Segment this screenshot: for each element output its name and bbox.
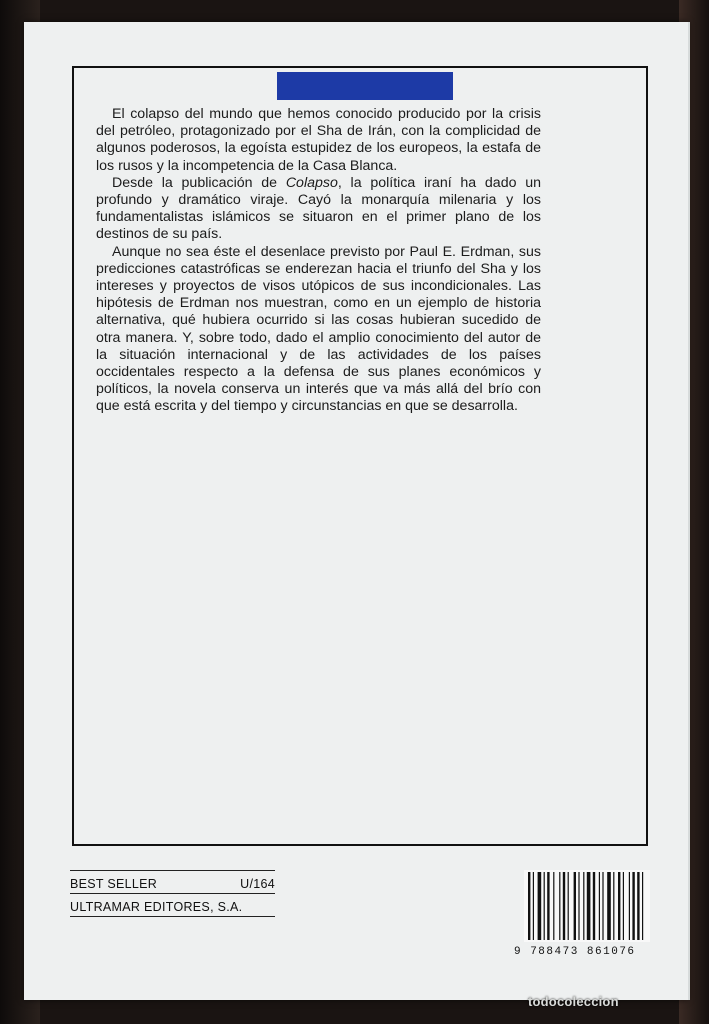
barcode-bar	[618, 872, 620, 940]
barcode-bar	[599, 872, 600, 940]
barcode-bar	[563, 872, 565, 940]
barcode-bar	[637, 872, 639, 940]
barcode-bar	[587, 872, 591, 940]
barcode-bar	[593, 872, 595, 940]
barcode-bar	[559, 872, 560, 940]
publisher-name: ULTRAMAR EDITORES, S.A.	[70, 900, 243, 914]
publisher-row	[70, 894, 275, 917]
series-number: U/164	[240, 877, 275, 891]
barcode	[524, 870, 650, 942]
barcode-bar	[583, 872, 584, 940]
synopsis-paragraph-1: El colapso del mundo que hemos conocido producido por la crisis del petróleo, protagonizado por el Sha de Irán, con la complicidad de algunos poderosos, la egoísta estupidez de los europeos, la estafa de los rusos y la incompetencia de la Casa Blanca.	[96, 106, 541, 174]
barcode-bar	[578, 872, 579, 940]
barcode-bar	[623, 872, 624, 940]
barcode-graphic	[524, 870, 650, 942]
synopsis-p2-end: , la política iraní ha dado un profundo y dramático viraje. Cayó la monarquía milenaria y los fundamentalistas islámicos se situaron en el primer plano de los destinos de su país.	[96, 174, 542, 243]
blue-accent-bar	[277, 72, 453, 100]
barcode-bar	[568, 872, 569, 940]
book-title-italic: Colapso	[285, 174, 338, 191]
barcode-bar	[642, 872, 643, 940]
barcode-bar	[533, 872, 534, 940]
series-name: BEST SELLER	[70, 877, 158, 891]
synopsis-paragraph-3: Aunque no sea éste el desenlace previsto por Paul E. Erdman, sus predicciones catastróficas se enderezan hacia el triunfo del Sha y los intereses y proyectos de visos utópicos de sus incondicionales. Las hipótesis de Erdman nos muestran, como en un ejemplo de historia alternativa, qué hubiera ocurrido si las cosas hubieran sucedido de otra manera. Y, sobre todo, dado el amplio conocimiento del autor de la situación internacional y de las actividades de los países occidentales respecto a la defensa de sus planes económicos y políticos, la novela conserva un interés que va más allá del brío con que está escrita y del tiempo y circunstancias en que se desarrolla.	[96, 243, 541, 415]
barcode-bar	[574, 872, 576, 940]
barcode-bar	[629, 872, 630, 940]
barcode-bar	[553, 872, 554, 940]
barcode-bar	[602, 872, 603, 940]
isbn-number: 9 788473 861076	[514, 946, 636, 958]
barcode-bar	[632, 872, 634, 940]
barcode-bar	[607, 872, 611, 940]
imprint-block	[70, 870, 275, 917]
synopsis-paragraph-2	[96, 175, 541, 244]
barcode-bar	[547, 872, 549, 940]
watermark-logo: todocoleccion	[528, 994, 619, 1009]
barcode-bar	[538, 872, 542, 940]
synopsis-p2-start: Desde la publicación de	[112, 174, 286, 191]
book-back-cover	[24, 22, 688, 1000]
barcode-bar	[528, 872, 530, 940]
series-row	[70, 870, 275, 894]
barcode-bar	[544, 872, 545, 940]
synopsis-text	[96, 106, 541, 416]
barcode-bar	[613, 872, 614, 940]
